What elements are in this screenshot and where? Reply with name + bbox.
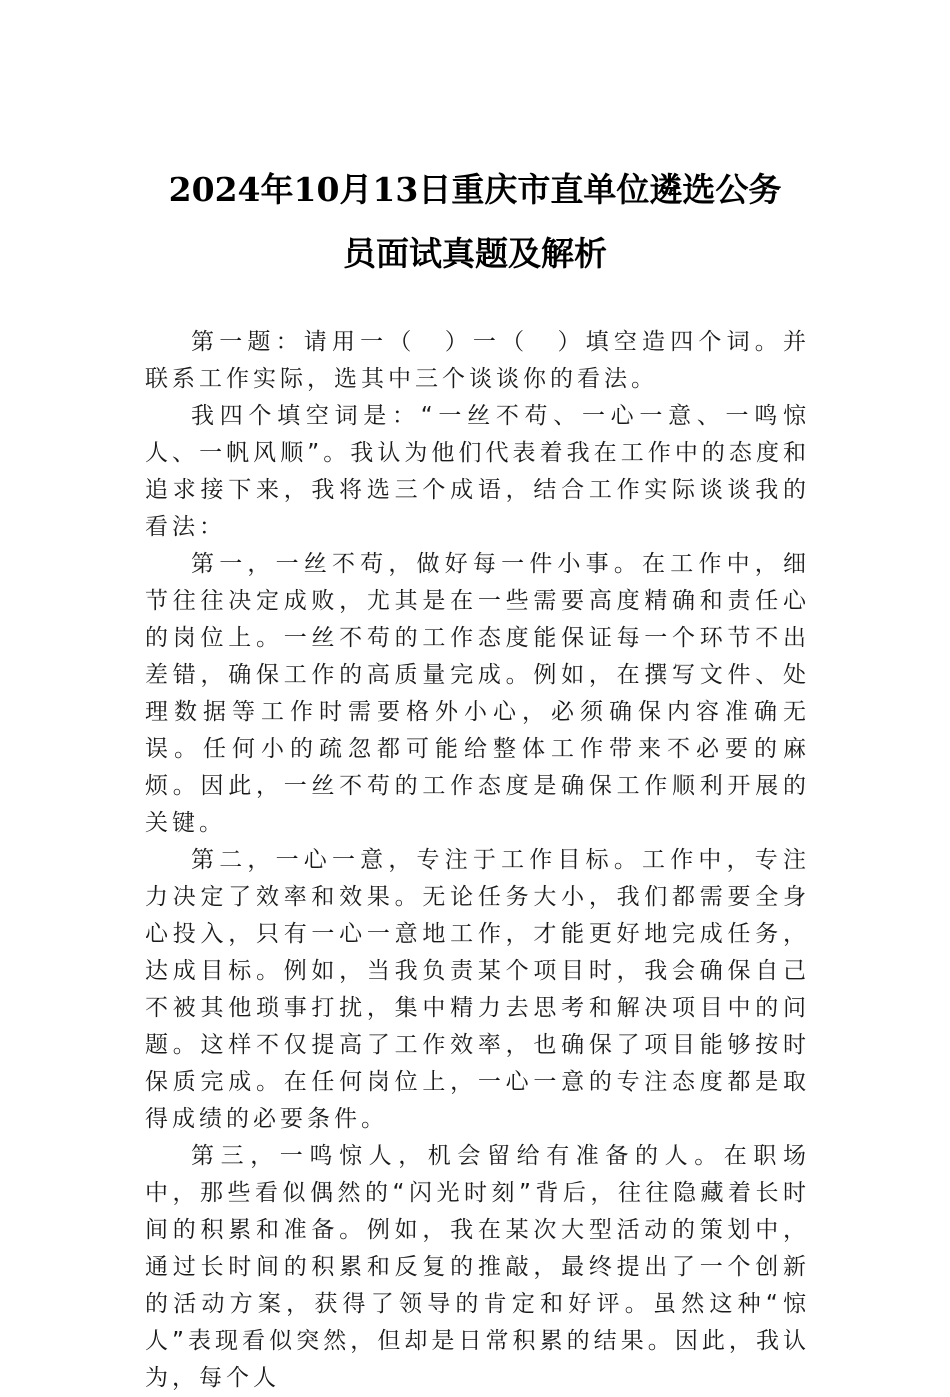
paragraph-point-2: 第二，一心一意，专注于工作目标。工作中，专注力决定了效率和效果。无论任务大小，我们都需要全身心投入，只有一心一意地工作，才能更好地完成任务，达成目标。例如，当我负责某个项目时，我会确保自己不被其他琐事打扰，集中精力去思考和解决项目中的问题。这样不仅提高了工作效率，也确保了项目能够按时保质完成。在任何岗位上，一心一意的专注态度都是取得成绩的必要条件。: [145, 847, 810, 1132]
paragraph-point-1: 第一，一丝不苟，做好每一件小事。在工作中，细节往往决定成败，尤其是在一些需要高度精确和责任心的岗位上。一丝不苟的工作态度能保证每一个环节不出差错，确保工作的高质量完成。例如，在撰写文件、处理数据等工作时需要格外小心，必须确保内容准确无误。任何小的疏忽都可能给整体工作带来不必要的麻烦。因此，一丝不苟的工作态度是确保工作顺利开展的关键。: [145, 551, 810, 836]
title-line-2: 员面试真题及解析: [343, 234, 607, 273]
document-body: [145, 324, 810, 1397]
paragraph-point-3: 第三，一鸣惊人，机会留给有准备的人。在职场中，那些看似偶然的“闪光时刻”背后，往往隐藏着长时间的积累和准备。例如，我在某次大型活动的策划中，通过长时间的积累和反复的推敲，最终提出了一个创新的活动方案，获得了领导的肯定和好评。虽然这种“惊人”表现看似突然，但却是日常积累的结果。因此，我认为，每个人: [145, 1143, 810, 1391]
title-line-1: 2024年10月13日重庆市直单位遴选公务: [168, 170, 782, 209]
document-title: [120, 158, 830, 286]
paragraph-intro: 我四个填空词是：“一丝不苟、一心一意、一鸣惊人、一帆风顺”。我认为他们代表着我在工作中的态度和追求接下来，我将选三个成语，结合工作实际谈谈我的看法：: [145, 403, 810, 540]
paragraph-question: 第一题：请用一（ ）一（ ）填空造四个词。并联系工作实际，选其中三个谈谈你的看法。: [145, 329, 810, 392]
